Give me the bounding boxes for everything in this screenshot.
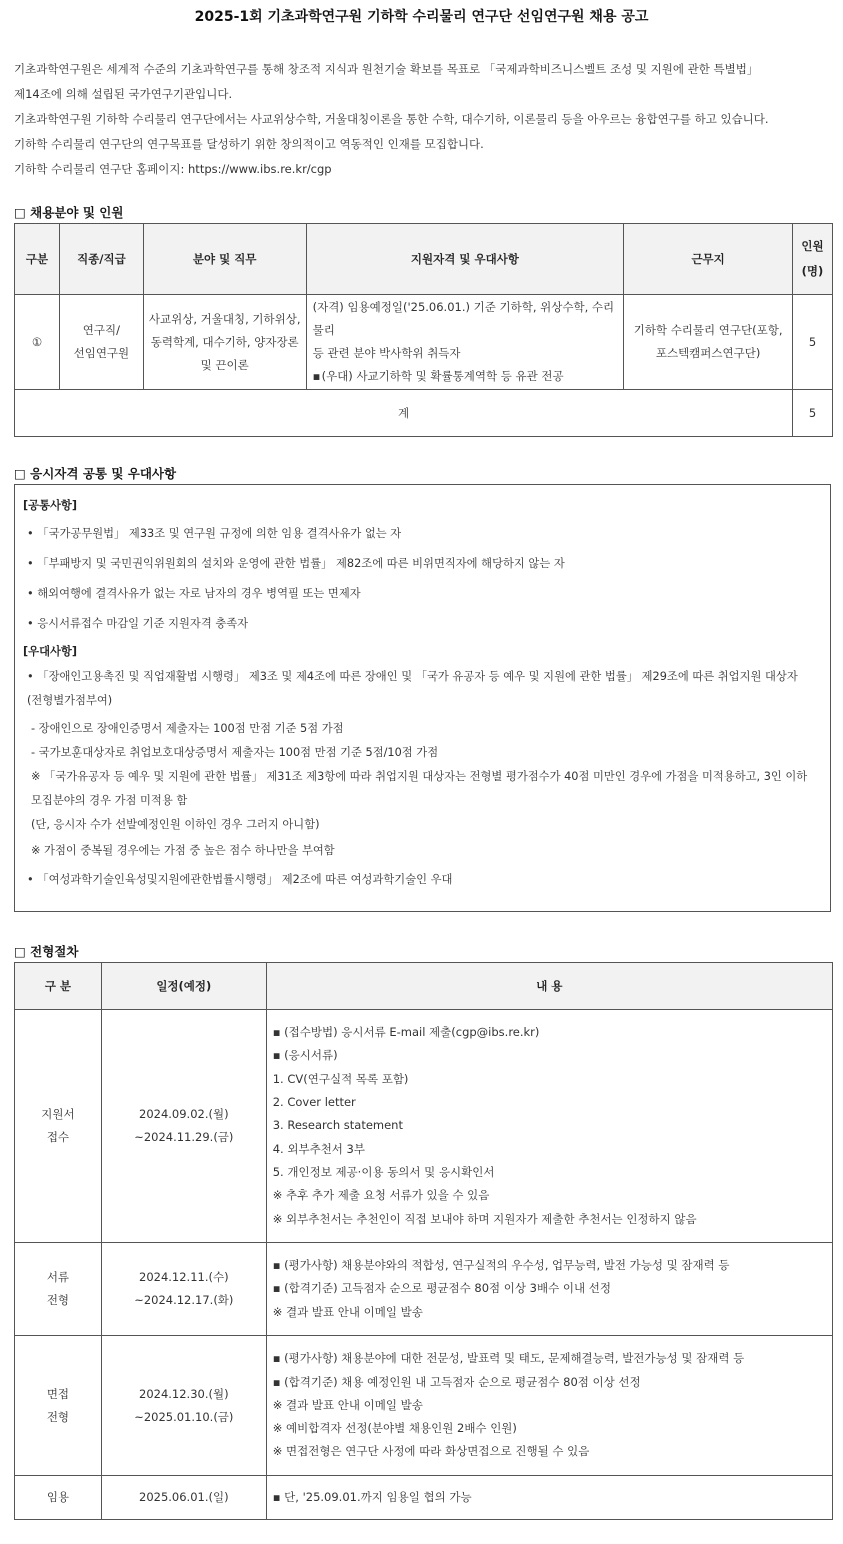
- header-qualification: 지원자격 및 우대사항: [306, 224, 624, 295]
- section-heading-eligibility: □ 응시자격 공통 및 우대사항: [14, 466, 177, 481]
- note-line: ※ 「국가유공자 등 예우 및 지원에 관한 법률」 제31조 제3항에 따라 취업지원 대상자는 전형별 평가점수가 40점 미만인 경우에 가점을 미적용하고, 3인 이하: [31, 770, 808, 783]
- table-header-row: [15, 224, 833, 295]
- content-cell: [266, 1010, 832, 1243]
- common-label: [공통사항]: [23, 499, 77, 512]
- intro-line: 기초과학연구원은 세계적 수준의 기초과학연구를 통해 창조적 지식과 원천기술 확보를 목표로 「국제과학비즈니스벨트 조성 및 지원에 관한 특별법」: [14, 62, 759, 76]
- list-item: • 「장애인고용촉진 및 직업재활법 시행령」 제3조 및 제4조에 따른 장애인 및 「국가 유공자 등 예우 및 지원에 관한 법률」 제29조에 따른 취업지원 대상자 (전형별가점부여): [23, 665, 822, 713]
- positions-table: [14, 223, 833, 437]
- preference-label: [우대사항]: [23, 645, 77, 658]
- cell-line: 선임연구원: [73, 346, 130, 360]
- cell-line: [313, 365, 618, 388]
- content-line: ▪ (응시서류): [272, 1048, 338, 1063]
- content-line: ※ 예비합격자 선정(분야별 채용인원 2배수 인원): [272, 1421, 517, 1436]
- cell-line: 전형: [46, 1293, 70, 1307]
- table-row: [15, 1010, 833, 1243]
- total-row: [15, 390, 833, 437]
- content-line: 2. Cover letter: [272, 1095, 356, 1110]
- content-cell: [266, 1243, 832, 1336]
- page-title: 2025-1회 기초과학연구원 기하학 수리물리 연구단 선임연구원 채용 공고: [194, 9, 649, 25]
- intro-line: 기초과학연구원 기하학 수리물리 연구단에서는 사교위상수학, 거울대칭이론을 통한 수학, 대수기하, 이론물리 등을 아우르는 융합연구를 하고 있습니다.: [14, 112, 769, 126]
- header-headcount: [792, 224, 832, 295]
- header-schedule: 일정(예정): [101, 963, 266, 1010]
- cell-line: 연구직/: [82, 323, 120, 337]
- cell-line: 2024.09.02.(월): [139, 1107, 229, 1121]
- content-line: ▪ (합격기준) 고득점자 순으로 평균점수 80점 이상 3배수 이내 선정: [272, 1281, 611, 1296]
- cell-line: ~2025.01.10.(금): [134, 1409, 234, 1424]
- section-heading-process: □ 전형절차: [14, 944, 79, 959]
- stage-cell: [15, 1010, 102, 1243]
- cell-line: 2024.12.30.(월): [139, 1386, 229, 1401]
- process-table: [14, 962, 833, 1520]
- total-label: 계: [15, 390, 793, 437]
- sub-item: - 장애인으로 장애인증명서 제출자는 100점 만점 기준 5점 가점: [31, 722, 344, 735]
- intro-line: 제14조에 의해 설립된 국가연구기관입니다.: [14, 87, 233, 101]
- row-number: ①: [15, 295, 60, 390]
- total-count: 5: [792, 390, 832, 437]
- date-cell: [101, 1243, 266, 1336]
- header-headcount-unit: (명): [801, 264, 824, 278]
- table-row: [15, 1476, 833, 1520]
- date-cell: [101, 1010, 266, 1243]
- note: ※ 가점이 중복될 경우에는 가점 중 높은 점수 하나만을 부여함: [31, 844, 335, 857]
- cell-line: ~2024.12.17.(화): [134, 1293, 234, 1307]
- cell-line: 등 관련 분야 박사학위 취득자: [312, 346, 461, 360]
- row-job-type: [59, 295, 143, 390]
- content-line: 4. 외부추천서 3부: [272, 1141, 365, 1156]
- cell-line: 포스텍캠퍼스연구단): [655, 346, 761, 360]
- list-item: • 해외여행에 결격사유가 없는 자로 남자의 경우 병역필 또는 면제자: [27, 587, 361, 600]
- preference-text: (우대) 사교기하학 및 확률통계역학 등 유관 전공: [321, 369, 564, 383]
- cell-line: 사교위상, 거울대칭, 기하위상,: [148, 311, 301, 326]
- note: [23, 765, 822, 837]
- content-cell: [266, 1476, 832, 1520]
- header-content: 내 용: [266, 963, 832, 1010]
- date-cell: [101, 1336, 266, 1476]
- header-workplace: 근무지: [624, 224, 793, 295]
- list-item: • 「부패방지 및 국민권익위원회의 설치와 운영에 관한 법률」 제82조에 따른 비위면직자에 해당하지 않는 자: [27, 557, 565, 570]
- header-headcount-label: 인원: [801, 239, 824, 253]
- content-line: ※ 결과 발표 안내 이메일 발송: [272, 1304, 423, 1319]
- header-stage: 구 분: [15, 963, 102, 1010]
- row-qualification: [306, 295, 624, 390]
- date-cell: 2025.06.01.(일): [101, 1476, 266, 1520]
- table-row: [15, 295, 833, 390]
- item-text: 「국가공무원법」 제33조 및 연구원 규정에 의한 임용 결격사유가 없는 자: [37, 527, 402, 540]
- cell-line: 서류: [46, 1270, 70, 1284]
- cell-line: (자격) 임용예정일('25.06.01.) 기준 기하학, 위상수학, 수리물리: [312, 300, 615, 337]
- cell-line: 동력학계, 대수기하, 양자장론: [150, 334, 299, 349]
- cell-line: 전형: [46, 1409, 70, 1424]
- intro-line: 기하학 수리물리 연구단의 연구목표를 달성하기 위한 창의적이고 역동적인 인재를 모집합니다.: [14, 137, 484, 151]
- content-line: ▪ (평가사항) 채용분야와의 적합성, 연구실적의 우수성, 업무능력, 발전 가능성 및 잠재력 등: [272, 1258, 730, 1273]
- content-cell: [266, 1336, 832, 1476]
- item-text: 응시서류접수 마감일 기준 지원자격 충족자: [37, 617, 249, 630]
- list-item: • 「국가공무원법」 제33조 및 연구원 규정에 의한 임용 결격사유가 없는 자: [27, 527, 402, 540]
- item-text: 「장애인고용촉진 및 직업재활법 시행령」 제3조 및 제4조에 따른 장애인 및 「국가 유공자 등 예우 및 지원에 관한 법률」 제29조에 따른 취업지원 대상자: [37, 670, 798, 683]
- header-category: 구분: [15, 224, 60, 295]
- table-row: [15, 1336, 833, 1476]
- content-line: ※ 결과 발표 안내 이메일 발송: [272, 1397, 423, 1412]
- row-workplace: [624, 295, 793, 390]
- intro-homepage-line: 기하학 수리물리 연구단 홈페이지: https://www.ibs.re.kr/cgp: [14, 162, 332, 176]
- content-line: ▪ (평가사항) 채용분야에 대한 전문성, 발표력 및 태도, 문제해결능력, 발전가능성 및 잠재력 등: [272, 1351, 745, 1366]
- note-line: (단, 응시자 수가 선발예정인원 이하인 경우 그러지 아니함): [31, 818, 320, 831]
- content-line: ▪ 단, '25.09.01.까지 임용일 협의 가능: [272, 1489, 472, 1504]
- eligibility-box: [14, 484, 831, 912]
- item-text: (전형별가점부여): [27, 694, 113, 707]
- list-item: • 「여성과학기술인육성및지원에관한법률시행령」 제2조에 따른 여성과학기술인 우대: [27, 873, 453, 886]
- note-line: 모집분야의 경우 가점 미적용 함: [31, 794, 188, 807]
- sub-item: - 국가보훈대상자로 취업보호대상증명서 제출자는 100점 만점 기준 5점/10점 가점: [31, 746, 439, 759]
- row-headcount: 5: [792, 295, 832, 390]
- cell-line: 면접: [46, 1386, 70, 1401]
- content-line: 3. Research statement: [272, 1118, 403, 1133]
- cell-line: 접수: [46, 1130, 70, 1144]
- list-item: • 응시서류접수 마감일 기준 지원자격 충족자: [27, 617, 249, 630]
- item-text: 「부패방지 및 국민권익위원회의 설치와 운영에 관한 법률」 제82조에 따른 비위면직자에 해당하지 않는 자: [37, 557, 565, 570]
- stage-cell: 임용: [15, 1476, 102, 1520]
- header-field: 분야 및 직무: [143, 224, 306, 295]
- header-job-type: 직종/직급: [59, 224, 143, 295]
- table-row: [15, 1243, 833, 1336]
- content-line: 1. CV(연구실적 목록 포함): [272, 1071, 409, 1086]
- content-line: ▪ (합격기준) 채용 예정인원 내 고득점자 순으로 평균점수 80점 이상 선정: [272, 1374, 641, 1389]
- cell-line: 기하학 수리물리 연구단(포항,: [633, 323, 783, 337]
- cell-line: 지원서: [41, 1107, 75, 1121]
- content-line: 5. 개인정보 제공·이용 동의서 및 응시확인서: [272, 1164, 495, 1179]
- content-line: ※ 추후 추가 제출 요청 서류가 있을 수 있음: [272, 1188, 490, 1203]
- content-line: ※ 외부추천서는 추천인이 직접 보내야 하며 지원자가 제출한 추천서는 인정하지 않음: [272, 1211, 697, 1226]
- item-text: 「여성과학기술인육성및지원에관한법률시행령」 제2조에 따른 여성과학기술인 우대: [37, 873, 453, 886]
- stage-cell: [15, 1243, 102, 1336]
- section-heading-positions: □ 채용분야 및 인원: [14, 205, 124, 220]
- content-line: ※ 면접전형은 연구단 사정에 따라 화상면접으로 진행될 수 있음: [272, 1444, 590, 1459]
- stage-cell: [15, 1336, 102, 1476]
- table-header-row: [15, 963, 833, 1010]
- row-field: [143, 295, 306, 390]
- item-text: 해외여행에 결격사유가 없는 자로 남자의 경우 병역필 또는 면제자: [37, 587, 361, 600]
- intro-paragraph: [14, 57, 843, 182]
- bullet-icon: ▪: [312, 369, 321, 383]
- cell-line: 및 끈이론: [200, 357, 249, 372]
- cell-line: 2024.12.11.(수): [139, 1270, 229, 1284]
- content-line: ▪ (접수방법) 응시서류 E-mail 제출(cgp@ibs.re.kr): [272, 1025, 540, 1040]
- cell-line: ~2024.11.29.(금): [134, 1130, 234, 1144]
